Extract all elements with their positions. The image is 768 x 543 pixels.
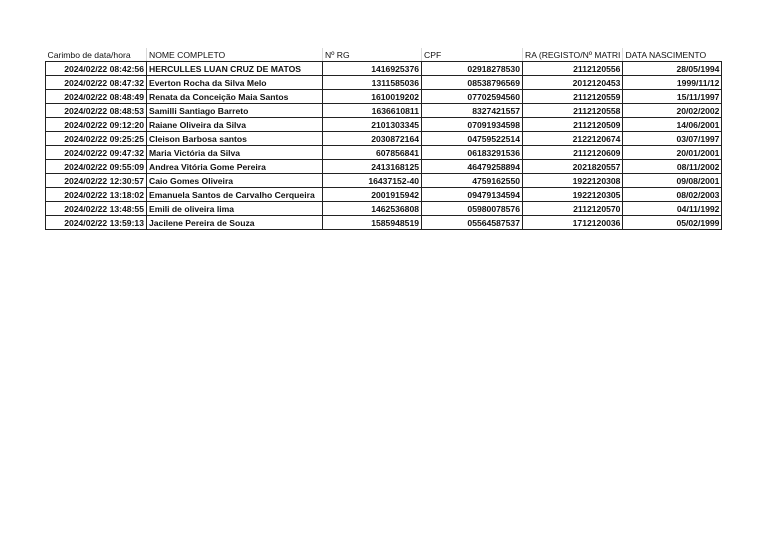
cell-rg: 1462536808 — [323, 202, 422, 216]
cell-cpf: 8327421557 — [422, 104, 523, 118]
cell-cpf: 46479258894 — [422, 160, 523, 174]
table-row — [46, 146, 722, 160]
table-row — [46, 216, 722, 230]
cell-cpf: 07702594560 — [422, 90, 523, 104]
header-full-name: NOME COMPLETO — [147, 48, 323, 62]
header-birth-date: DATA NASCIMENTO — [623, 48, 722, 62]
table-row — [46, 90, 722, 104]
cell-rg: 1585948519 — [323, 216, 422, 230]
cell-birth-date: 14/06/2001 — [623, 118, 722, 132]
table-row — [46, 160, 722, 174]
cell-full-name: Emanuela Santos de Carvalho Cerqueira — [147, 188, 323, 202]
cell-timestamp: 2024/02/22 08:48:53 — [46, 104, 147, 118]
cell-cpf: 04759522514 — [422, 132, 523, 146]
cell-full-name: Jacilene Pereira de Souza — [147, 216, 323, 230]
header-row — [46, 48, 722, 62]
cell-timestamp: 2024/02/22 09:55:09 — [46, 160, 147, 174]
cell-rg: 1610019202 — [323, 90, 422, 104]
cell-birth-date: 1999/11/12 — [623, 76, 722, 90]
cell-ra: 1922120305 — [523, 188, 623, 202]
cell-cpf: 05564587537 — [422, 216, 523, 230]
cell-cpf: 02918278530 — [422, 62, 523, 76]
cell-timestamp: 2024/02/22 13:48:55 — [46, 202, 147, 216]
cell-rg: 2001915942 — [323, 188, 422, 202]
table-row — [46, 174, 722, 188]
table-row — [46, 104, 722, 118]
cell-ra: 2112120570 — [523, 202, 623, 216]
cell-ra: 2112120556 — [523, 62, 623, 76]
cell-timestamp: 2024/02/22 13:59:13 — [46, 216, 147, 230]
cell-cpf: 4759162550 — [422, 174, 523, 188]
table-row — [46, 188, 722, 202]
table-row — [46, 202, 722, 216]
cell-ra: 2112120558 — [523, 104, 623, 118]
cell-full-name: Samilli Santiago Barreto — [147, 104, 323, 118]
cell-cpf: 06183291536 — [422, 146, 523, 160]
table-row — [46, 118, 722, 132]
cell-rg: 1416925376 — [323, 62, 422, 76]
cell-cpf: 07091934598 — [422, 118, 523, 132]
cell-cpf: 05980078576 — [422, 202, 523, 216]
cell-ra: 2112120609 — [523, 146, 623, 160]
cell-cpf: 08538796569 — [422, 76, 523, 90]
cell-full-name: Cleison Barbosa santos — [147, 132, 323, 146]
cell-timestamp: 2024/02/22 09:12:20 — [46, 118, 147, 132]
cell-rg: 607856841 — [323, 146, 422, 160]
cell-birth-date: 20/02/2002 — [623, 104, 722, 118]
cell-full-name: Everton Rocha da Silva Melo — [147, 76, 323, 90]
cell-full-name: HERCULLES LUAN CRUZ DE MATOS — [147, 62, 323, 76]
cell-rg: 2030872164 — [323, 132, 422, 146]
cell-full-name: Maria Victória da Silva — [147, 146, 323, 160]
cell-ra: 2112120559 — [523, 90, 623, 104]
cell-timestamp: 2024/02/22 13:18:02 — [46, 188, 147, 202]
header-rg: Nº RG — [323, 48, 422, 62]
cell-birth-date: 08/11/2002 — [623, 160, 722, 174]
cell-birth-date: 05/02/1999 — [623, 216, 722, 230]
cell-birth-date: 28/05/1994 — [623, 62, 722, 76]
cell-ra: 2122120674 — [523, 132, 623, 146]
cell-timestamp: 2024/02/22 12:30:57 — [46, 174, 147, 188]
cell-timestamp: 2024/02/22 08:48:49 — [46, 90, 147, 104]
cell-rg: 1311585036 — [323, 76, 422, 90]
cell-ra: 2021820557 — [523, 160, 623, 174]
cell-timestamp: 2024/02/22 08:47:32 — [46, 76, 147, 90]
cell-rg: 2413168125 — [323, 160, 422, 174]
cell-full-name: Raiane Oliveira da Silva — [147, 118, 323, 132]
header-timestamp: Carimbo de data/hora — [46, 48, 147, 62]
cell-birth-date: 03/07/1997 — [623, 132, 722, 146]
cell-full-name: Caio Gomes Oliveira — [147, 174, 323, 188]
table-row — [46, 76, 722, 90]
cell-ra: 1922120308 — [523, 174, 623, 188]
table-row — [46, 62, 722, 76]
cell-rg: 16437152-40 — [323, 174, 422, 188]
cell-birth-date: 15/11/1997 — [623, 90, 722, 104]
cell-birth-date: 08/02/2003 — [623, 188, 722, 202]
data-table — [45, 48, 722, 230]
cell-ra: 2012120453 — [523, 76, 623, 90]
cell-rg: 2101303345 — [323, 118, 422, 132]
cell-timestamp: 2024/02/22 08:42:56 — [46, 62, 147, 76]
cell-birth-date: 20/01/2001 — [623, 146, 722, 160]
cell-rg: 1636610811 — [323, 104, 422, 118]
cell-birth-date: 04/11/1992 — [623, 202, 722, 216]
spreadsheet — [45, 48, 722, 230]
table-row — [46, 132, 722, 146]
cell-ra: 1712120036 — [523, 216, 623, 230]
header-cpf: CPF — [422, 48, 523, 62]
cell-birth-date: 09/08/2001 — [623, 174, 722, 188]
cell-timestamp: 2024/02/22 09:47:32 — [46, 146, 147, 160]
cell-ra: 2112120509 — [523, 118, 623, 132]
header-ra: RA (REGISTO/Nº MATRI — [523, 48, 623, 62]
cell-full-name: Emili de oliveira lima — [147, 202, 323, 216]
cell-full-name: Andrea Vitória Gome Pereira — [147, 160, 323, 174]
cell-timestamp: 2024/02/22 09:25:25 — [46, 132, 147, 146]
cell-full-name: Renata da Conceição Maia Santos — [147, 90, 323, 104]
cell-cpf: 09479134594 — [422, 188, 523, 202]
